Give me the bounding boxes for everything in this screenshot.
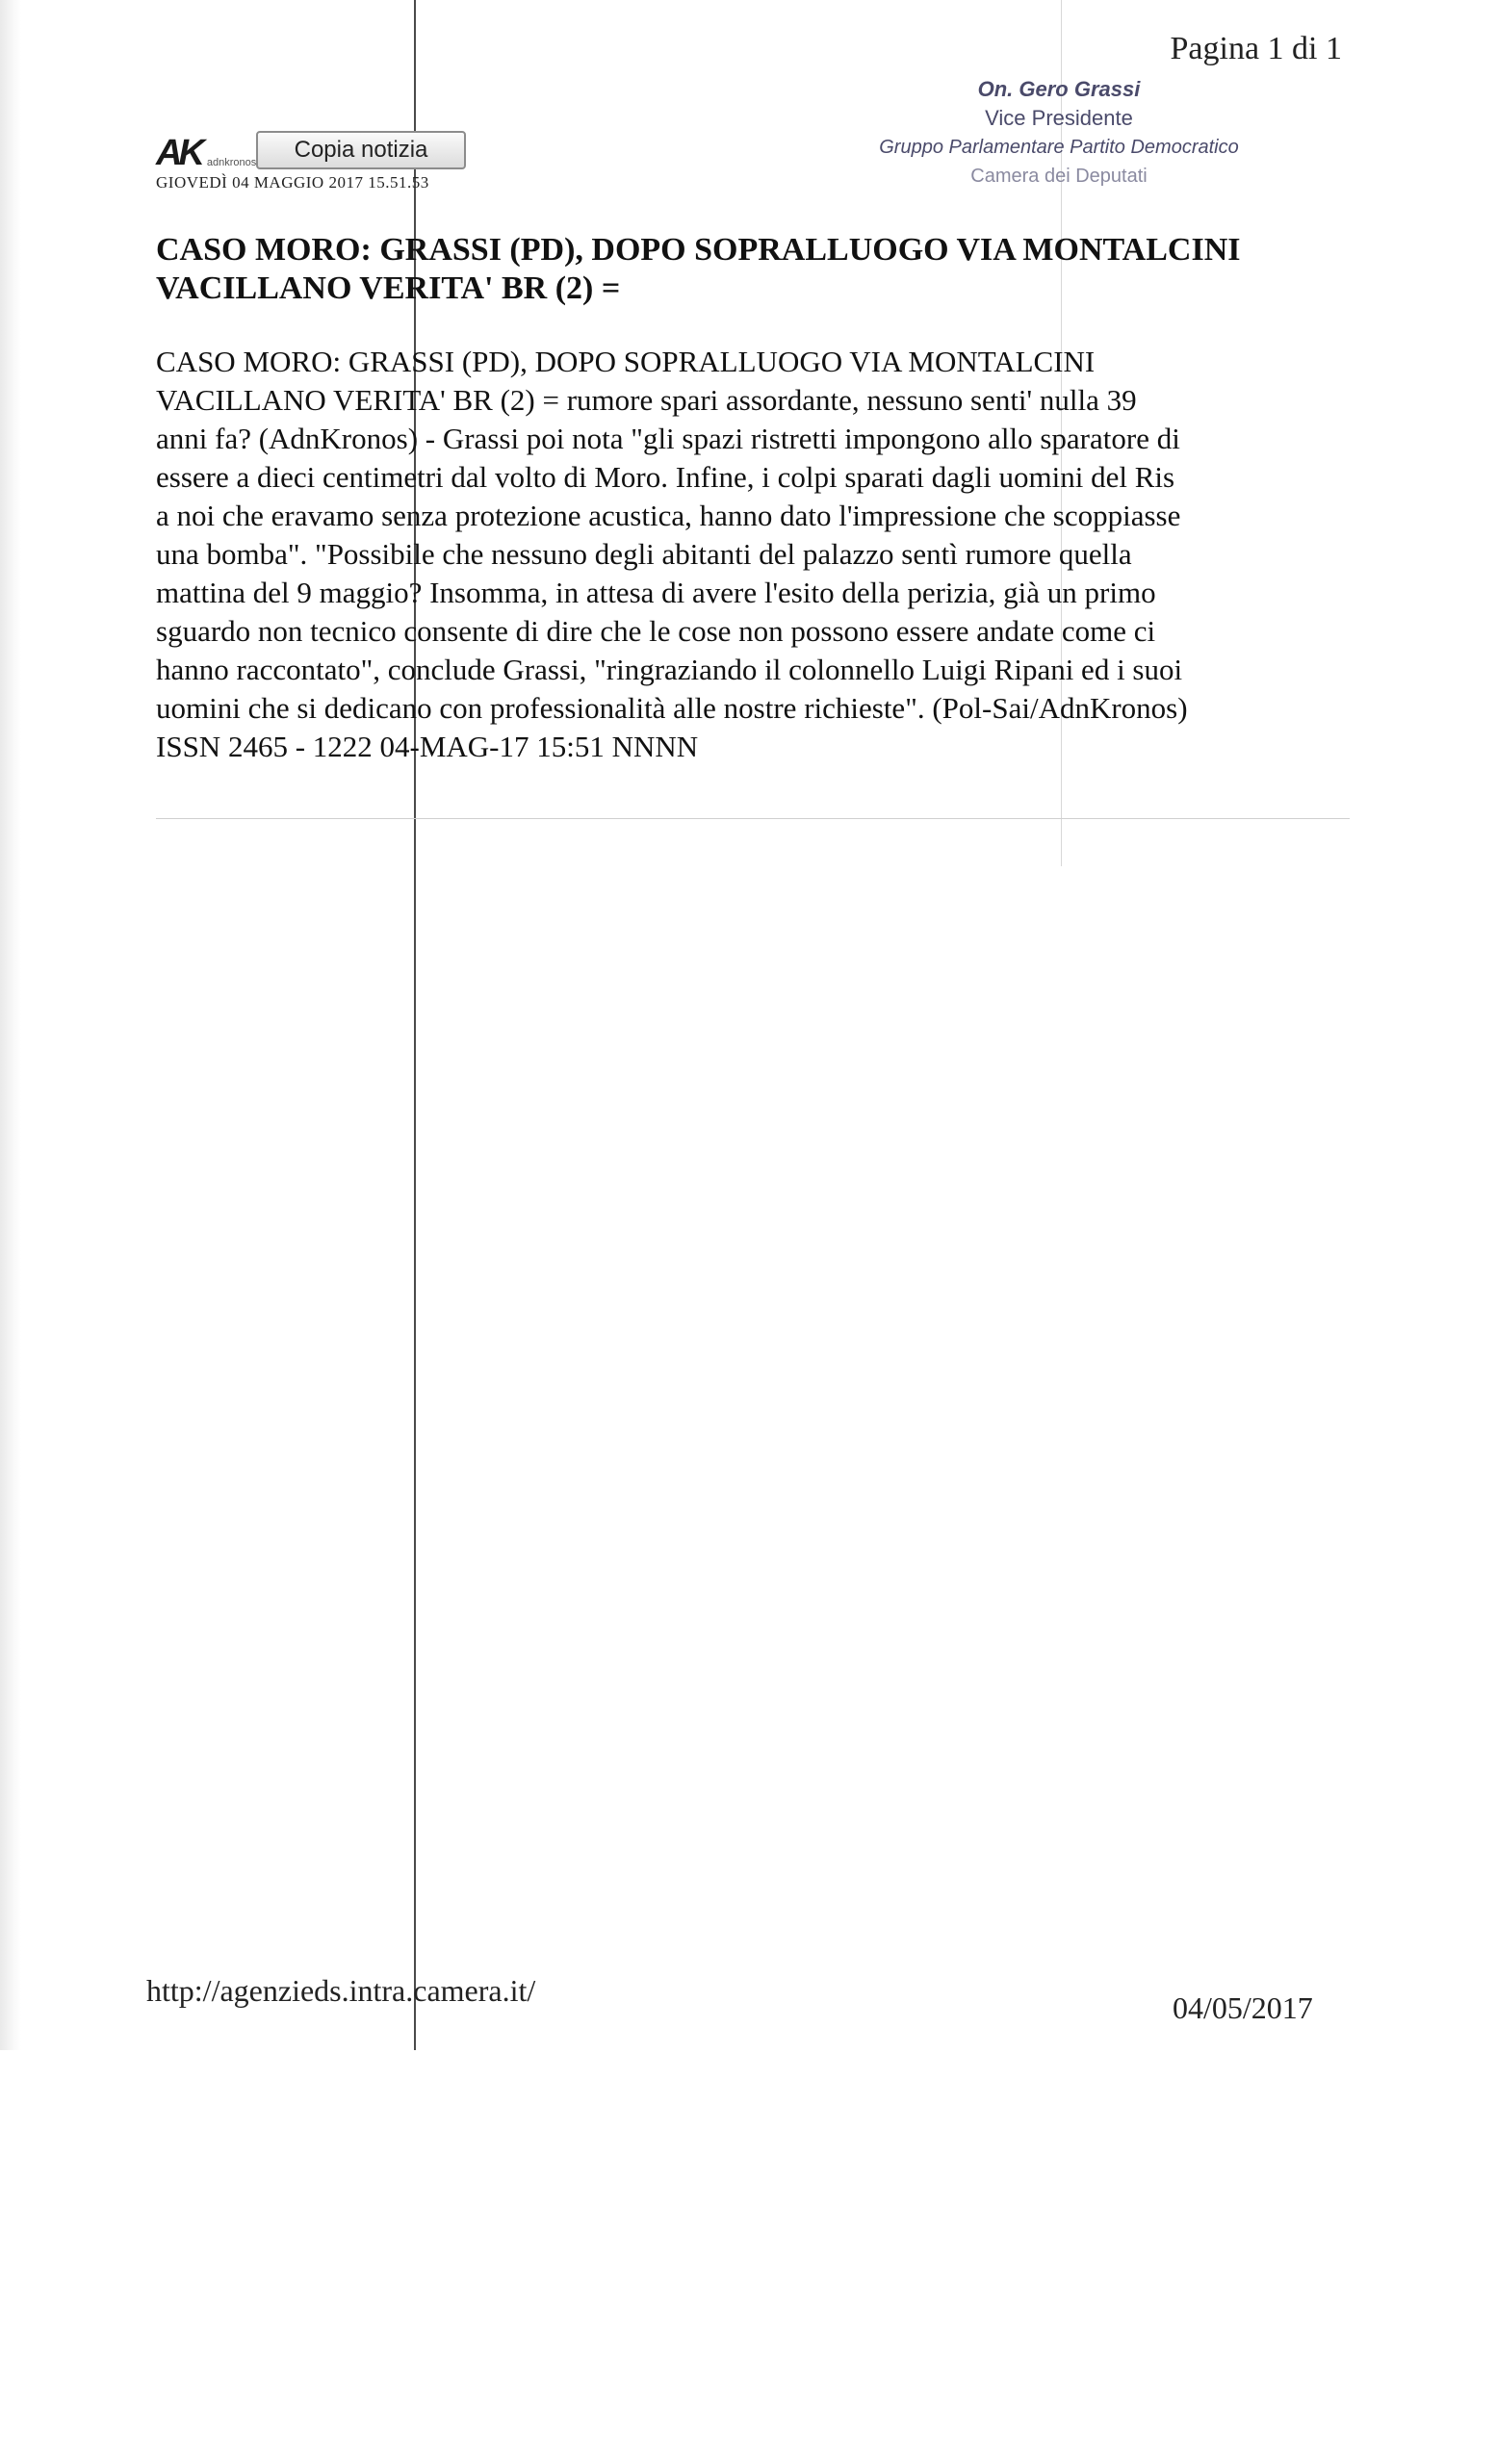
article-headline: CASO MORO: GRASSI (PD), DOPO SOPRALLUOGO VIA MONTALCINI VACILLANO VERITA' BR (2) = bbox=[156, 232, 1241, 306]
footer-url: http://agenzieds.intra.camera.it/ bbox=[146, 1973, 536, 2008]
page-number: Pagina 1 di 1 bbox=[1170, 31, 1342, 66]
article-body: CASO MORO: GRASSI (PD), DOPO SOPRALLUOGO VIA MONTALCINI VACILLANO VERITA' BR (2) = rumore spari assordante, nessuno senti' nulla 39 anni fa? (AdnKronos) - Grassi poi nota "gli spazi ristretti impongono allo sparatore di essere a dieci centimetri dal volto di Moro. Infine, i colpi sparati dagli uomini del Ris a noi che eravamo senza protezione acustica, hanno dato l'impressione che scoppiasse una bomba". "Possibile che nessuno degli abitanti del palazzo sentì rumore quella mattina del 9 maggio? Insomma, in attesa di avere l'esito della perizia, già un primo sguardo non tecnico consente di dire che le cose non possono essere andate come ci hanno raccontato", conclude Grassi, "ringraziando il colonnello Luigi Ripani ed i suoi uomini che si dedicano con professionalità alle nostre richieste". (Pol-Sai/AdnKronos) ISSN 2465 - 1222 04-MAG-17 15:51 NNNN bbox=[156, 345, 1188, 763]
stamp-name: On. Gero Grassi bbox=[977, 77, 1141, 101]
stamp-house: Camera dei Deputati bbox=[970, 166, 1148, 187]
logo-mark-icon: AK bbox=[156, 133, 201, 173]
divider bbox=[156, 818, 1350, 819]
news-datetime: GIOVEDÌ 04 MAGGIO 2017 15.51.53 bbox=[156, 173, 429, 192]
stamp-role: Vice Presidente bbox=[985, 106, 1133, 130]
adnkronos-logo bbox=[156, 133, 256, 174]
logo-wordmark: adnkronos bbox=[206, 157, 257, 168]
stamp-group: Gruppo Parlamentare Partito Democratico bbox=[879, 137, 1239, 158]
scan-edge-shadow bbox=[0, 0, 21, 2050]
deputy-stamp bbox=[838, 75, 1280, 191]
footer-date: 04/05/2017 bbox=[1173, 1990, 1313, 2025]
copy-news-button[interactable]: Copia notizia bbox=[256, 131, 466, 169]
